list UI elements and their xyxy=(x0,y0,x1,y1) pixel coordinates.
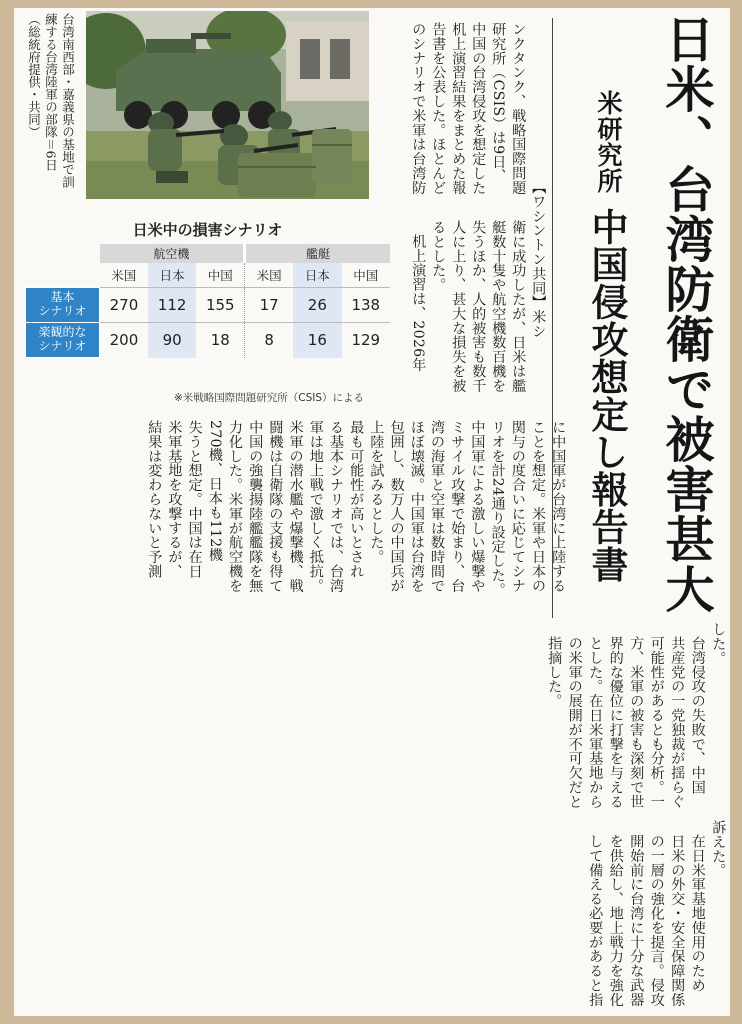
table-cell: 138 xyxy=(342,288,390,323)
body-line: に中国軍が台湾に上陸する xyxy=(550,420,567,593)
headline-kicker: 米研究所 xyxy=(594,90,623,194)
table-cell: 270 xyxy=(100,288,148,323)
body-line: 中国の台湾侵攻を想定した xyxy=(470,22,487,195)
table-cell: 155 xyxy=(196,288,244,323)
body-line: 力化した。米軍が航空機を xyxy=(227,420,243,593)
table-cell: 90 xyxy=(148,323,196,358)
body-line: 机上演習結果をまとめた報 xyxy=(450,22,467,195)
column-header: 中国 xyxy=(353,268,379,283)
table-cell: 26 xyxy=(293,288,341,323)
body-line: ミサイル攻撃で始まり、台 xyxy=(449,420,466,593)
body-line: とした。在日米軍基地から xyxy=(587,636,604,809)
row-label-line: シナリオ xyxy=(38,304,87,318)
body-line: 失うと想定。中国は在日 xyxy=(186,420,203,579)
body-line: 開始前に台湾に十分な武器 xyxy=(628,834,645,1007)
chart-title: 日米中の損害シナリオ xyxy=(132,221,283,239)
body-line: 結果は変わらないと予測 xyxy=(146,420,163,579)
table-cell: 8 xyxy=(245,323,293,358)
body-line: 最も可能性が高いとされ xyxy=(348,420,365,579)
body-line: 中国軍による激しい爆撃や xyxy=(469,420,486,593)
photo-caption-1: 台湾南西部・嘉義県の基地で訓 xyxy=(60,13,76,188)
body-line: 研究所（CSIS）は9日、 xyxy=(490,22,507,184)
table-cell: 16 xyxy=(293,323,341,358)
body-line: 【ワシントン共同】米シ xyxy=(530,180,547,339)
column-header: 日本 xyxy=(293,263,341,288)
body-line: して備える必要があると指 xyxy=(587,834,604,1007)
body-line: 告書を公表した。ほとんど xyxy=(430,22,447,195)
body-line: 衛に成功したが、日米は艦 xyxy=(510,220,527,393)
body-line: を供給し、地上戦力を強化 xyxy=(607,834,624,1007)
body-line: の米軍の展開が不可欠だと xyxy=(566,636,583,809)
table-cell: 17 xyxy=(245,288,293,323)
column-header: 中国 xyxy=(207,268,233,283)
row-label-base xyxy=(26,288,100,323)
body-line: 界的な優位に打撃を与える xyxy=(607,636,624,809)
row-label-optimistic xyxy=(26,323,100,358)
damage-table xyxy=(25,244,390,358)
sub-headline: 中国侵攻想定し報告書 xyxy=(585,208,628,583)
body-line: リオを計24通り設定した。 xyxy=(489,420,506,597)
table-cell: 112 xyxy=(148,288,196,323)
body-line: る基本シナリオでは、台湾 xyxy=(328,420,344,593)
body-line: 中国の強襲揚陸艦艦隊を無 xyxy=(247,420,264,593)
row-label-line: シナリオ xyxy=(38,339,87,353)
body-line: 台湾侵攻の失敗で、中国 xyxy=(689,636,706,795)
column-header: 米国 xyxy=(245,263,293,288)
body-line: のシナリオで米軍は台湾防 xyxy=(410,22,427,195)
body-line: 艇数十隻や航空機数百機を xyxy=(490,220,507,393)
damage-scenario-table xyxy=(25,219,390,415)
body-line: 日米の外交・安全保障関係 xyxy=(669,834,686,1007)
body-line: 米軍の潜水艦や爆撃機、戦 xyxy=(287,420,304,593)
body-line: 人に上り、甚大な損失を被 xyxy=(450,220,467,393)
body-line: 訴えた。 xyxy=(710,820,727,878)
body-line: るとした。 xyxy=(430,220,447,292)
table-cell: 200 xyxy=(100,323,148,358)
body-line: 方、米軍の被害も深刻で世 xyxy=(628,636,645,809)
body-line: ことを想定。米軍や日本の xyxy=(530,420,546,593)
body-line: した。 xyxy=(710,622,727,666)
column-header: 米国 xyxy=(111,268,137,283)
row-label-line: 楽観的な xyxy=(38,325,87,340)
body-line: 指摘した。 xyxy=(546,636,563,708)
photo-caption-2: 練する台湾陸軍の部隊＝6日 xyxy=(43,13,59,171)
news-photo xyxy=(86,11,369,199)
row-label-line: 基本 xyxy=(50,290,75,305)
main-headline: 日米、台湾防衛で被害甚大 xyxy=(658,14,715,614)
chart-source-note: ※米戦略国際問題研究所（CSIS）による xyxy=(173,392,364,404)
group-header-aircraft: 航空機 xyxy=(100,244,245,263)
body-line: ほぼ壊滅。中国軍は台湾を xyxy=(408,420,425,593)
body-line: ンクタンク、戦略国際問題 xyxy=(510,22,527,195)
body-line: 関与の度合いに応じてシナ xyxy=(509,420,526,593)
body-line: 机上演習は、2026年 xyxy=(410,234,427,372)
body-line: 共産党の一党独裁が揺らぐ xyxy=(669,636,686,809)
body-line: 在日米軍基地使用のため xyxy=(689,834,706,993)
body-line: 可能性があるとも分析。一 xyxy=(648,636,665,809)
body-line: 失うほか、人的被害も数千 xyxy=(470,220,487,393)
body-line: の一層の強化を提言。侵攻 xyxy=(648,834,665,1007)
body-line: 湾の海軍と空軍は数時間で xyxy=(429,420,445,593)
photo-caption-3: （総統府提供・共同） xyxy=(26,13,42,138)
body-line: 包囲し、数万人の中国兵が xyxy=(388,420,405,593)
column-header: 日本 xyxy=(148,263,196,288)
body-line: 闘機は自衛隊の支援も得て xyxy=(267,420,284,593)
body-line: 米軍基地を攻撃するが、 xyxy=(166,420,183,579)
table-cell: 129 xyxy=(342,323,390,358)
group-header-ships: 艦艇 xyxy=(245,244,390,263)
newspaper-clipping xyxy=(14,8,730,1016)
body-line: 上陸を試みるとした。 xyxy=(368,420,385,564)
body-line: 270機、日本も112機 xyxy=(206,420,223,562)
table-cell: 18 xyxy=(196,323,244,358)
body-line: 軍は地上戦で激しく抵抗。 xyxy=(307,420,324,593)
